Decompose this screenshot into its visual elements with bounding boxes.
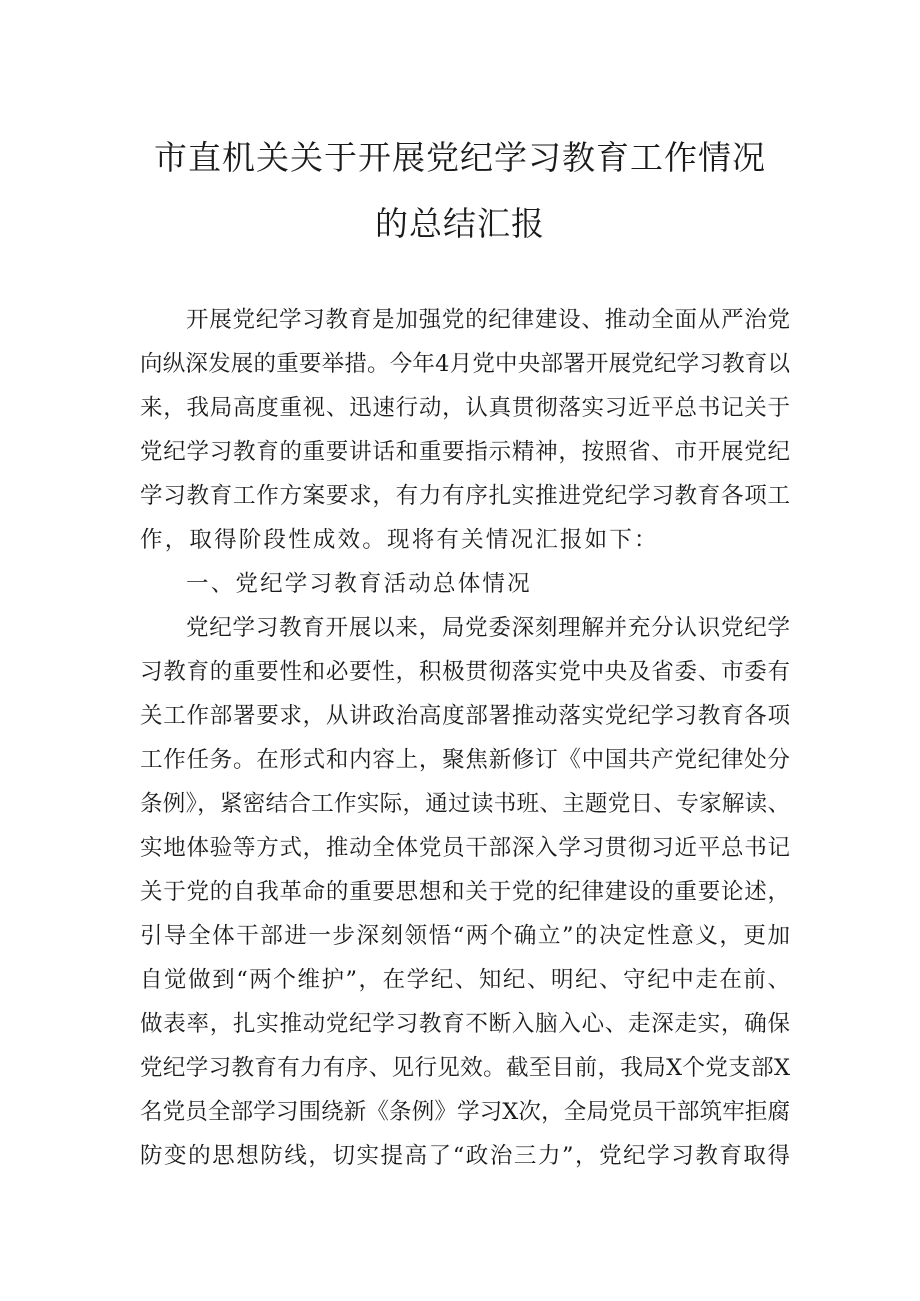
paragraph-line: 自觉做到“两个维护”，在学纪、知纪、明纪、守纪中走在前、 — [140, 967, 790, 993]
paragraph-line: 做表率，扎实推动党纪学习教育不断入脑入心、走深走实，确保 — [140, 1011, 790, 1037]
paragraph-line: 名党员全部学习围绕新《条例》学习X次，全局党员干部筑牢拒腐 — [140, 1099, 790, 1125]
section-heading: 一、党纪学习教育活动总体情况 — [186, 571, 532, 597]
paragraph-line: 向纵深发展的重要举措。今年4月党中央部署开展党纪学习教育以 — [140, 351, 790, 377]
paragraph-line: 关工作部署要求，从讲政治高度部署推动落实党纪学习教育各项 — [140, 703, 790, 729]
paragraph-line: 关于党的自我革命的重要思想和关于党的纪律建设的重要论述， — [140, 879, 790, 905]
paragraph-line: 引导全体干部进一步深刻领悟“两个确立”的决定性意义，更加 — [140, 923, 790, 949]
paragraph-line: 学习教育工作方案要求，有力有序扎实推进党纪学习教育各项工 — [140, 483, 790, 509]
paragraph-line: 防变的思想防线，切实提高了“政治三力”，党纪学习教育取得 — [140, 1143, 790, 1169]
document-title-line-1: 市直机关关于开展党纪学习教育工作情况 — [154, 138, 766, 177]
paragraph-line: 来，我局高度重视、迅速行动，认真贯彻落实习近平总书记关于 — [140, 395, 790, 421]
paragraph-line: 党纪学习教育的重要讲话和重要指示精神，按照省、市开展党纪 — [140, 439, 790, 465]
paragraph-line: 党纪学习教育有力有序、见行见效。截至目前，我局X个党支部X — [140, 1055, 790, 1081]
paragraph-line: 作，取得阶段性成效。现将有关情况汇报如下： — [140, 527, 659, 553]
document-title-line-2: 的总结汇报 — [375, 204, 545, 243]
paragraph-line: 工作任务。在形式和内容上，聚焦新修订《中国共产党纪律处分 — [140, 747, 790, 773]
paragraph-line: 条例》，紧密结合工作实际，通过读书班、主题党日、专家解读、 — [140, 791, 790, 817]
paragraph-line: 习教育的重要性和必要性，积极贯彻落实党中央及省委、市委有 — [140, 659, 790, 685]
paragraph-line: 开展党纪学习教育是加强党的纪律建设、推动全面从严治党 — [186, 307, 790, 333]
paragraph-line: 党纪学习教育开展以来，局党委深刻理解并充分认识党纪学 — [186, 615, 790, 641]
paragraph-line: 实地体验等方式，推动全体党员干部深入学习贯彻习近平总书记 — [140, 835, 790, 861]
